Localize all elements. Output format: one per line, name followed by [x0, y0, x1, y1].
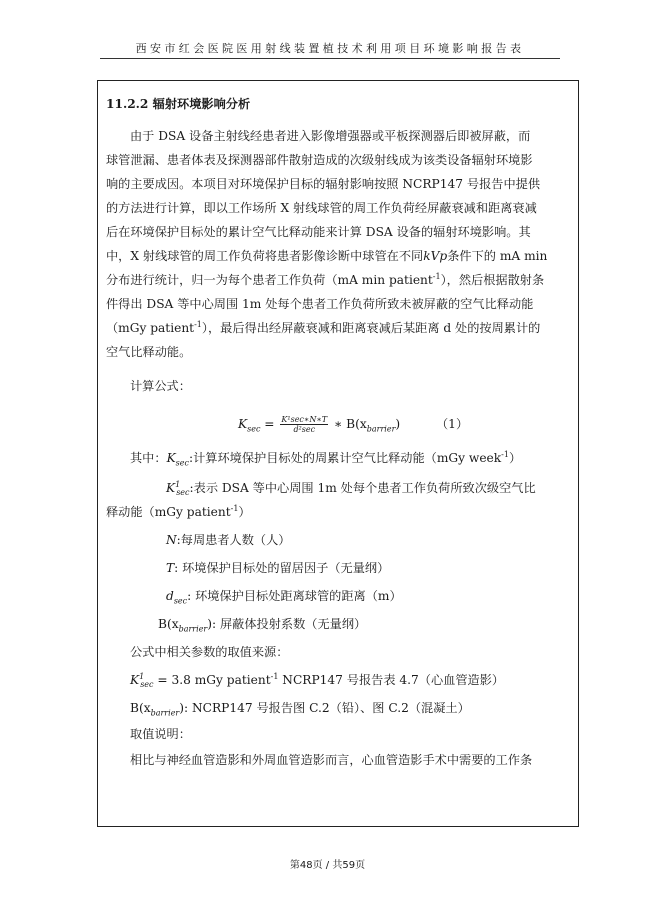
section-heading: 11.2.2 辐射环境影响分析	[106, 97, 251, 111]
page-number: 第48页 / 共59页	[289, 860, 366, 871]
document-header: 西安市红会医院医用射线装置植技术利用项目环境影响报告表	[135, 42, 525, 55]
header-rule	[100, 58, 560, 59]
formula-number: （1）	[436, 417, 469, 431]
value-notes-label: 取值说明：	[130, 727, 191, 741]
para1-line4: 的方法进行计算，即以工作场所 X 射线球管的周工作负荷经屏蔽衰减和距离衰减	[106, 201, 537, 215]
def-ksec: 其中：$K_{sec}$:计算环境保护目标处的周累计空气比释动能（mGy week$^{-1}$）	[130, 449, 522, 468]
formula-fraction: $\frac{\text{K¹sec∗N∗T}}{\text{d²sec}}$	[281, 415, 328, 434]
def-k1sec-cont: 释动能（mGy patient$^{-1}$）	[106, 503, 251, 519]
def-n: N:每周患者人数（人）	[166, 533, 291, 547]
para1-line8: 件得出 DSA 等中心周围 1m 处每个患者工作负荷所致未被屏蔽的空气比释动能	[106, 297, 534, 311]
param-b: $B(x_{barrier})$: NCRP147 号报告图 C.2（铅）、图 C.2（混凝土）	[130, 701, 470, 718]
para1-line6: 中，X 射线球管的周工作负荷将患者影像诊断中球管在不同kVp条件下的 mA min	[106, 249, 548, 263]
def-dsec: $d_{sec}$: 环境保护目标处距离球管的距离（m）	[166, 589, 402, 606]
para1-line10: 空气比释动能。	[106, 345, 192, 359]
def-t: T: 环境保护目标处的留居因子（无量纲）	[166, 561, 390, 575]
formula-label: 计算公式：	[130, 379, 191, 393]
params-label: 公式中相关参数的取值来源：	[130, 645, 289, 659]
value-notes-line1: 相比与神经血管造影和外周血管造影而言，心血管造影手术中需要的工作条	[130, 753, 533, 767]
def-k1sec: $K^1_{sec}$:表示 DSA 等中心周围 1m 处每个患者工作负荷所致次级空气比	[166, 479, 536, 498]
para1-line1: 由于 DSA 设备主射线经患者进入影像增强器或平板探测器后即被屏蔽，而	[130, 129, 531, 143]
para1-line3: 响的主要成因。本项目对环境保护目标的辐射影响按照 NCRP147 号报告中提供	[106, 177, 541, 191]
para1-line9: （mGy patient$^{-1}$），最后得出经屏蔽衰减和距离衰减后某距离 d 处的按周累计的	[106, 319, 541, 335]
param-k1sec: $K^1_{sec} = 3.8$ mGy patient$^{-1}$ NCRP147 号报告表 4.7（心血管造影）	[130, 671, 505, 690]
def-b: $B(x_{barrier})$: 屏蔽体投射系数（无量纲）	[158, 617, 367, 634]
para1-line7: 分布进行统计，归一为每个患者工作负荷（mA min patient$^{-1}$），然后根据散射条	[106, 271, 545, 287]
para1-line5: 后在环境保护目标处的累计空气比释动能来计算 DSA 设备的辐射环境影响。其	[106, 225, 531, 239]
formula-equation: $K_{sec}$ = $\frac{\text{K¹sec∗N∗T}}{\text{d²sec}}$ ∗ $B(x_{barrier})$	[238, 415, 401, 434]
content-frame	[97, 80, 579, 827]
para1-line2: 球管泄漏、患者体表及探测器部件散射造成的次级射线成为该类设备辐射环境影	[106, 153, 533, 167]
